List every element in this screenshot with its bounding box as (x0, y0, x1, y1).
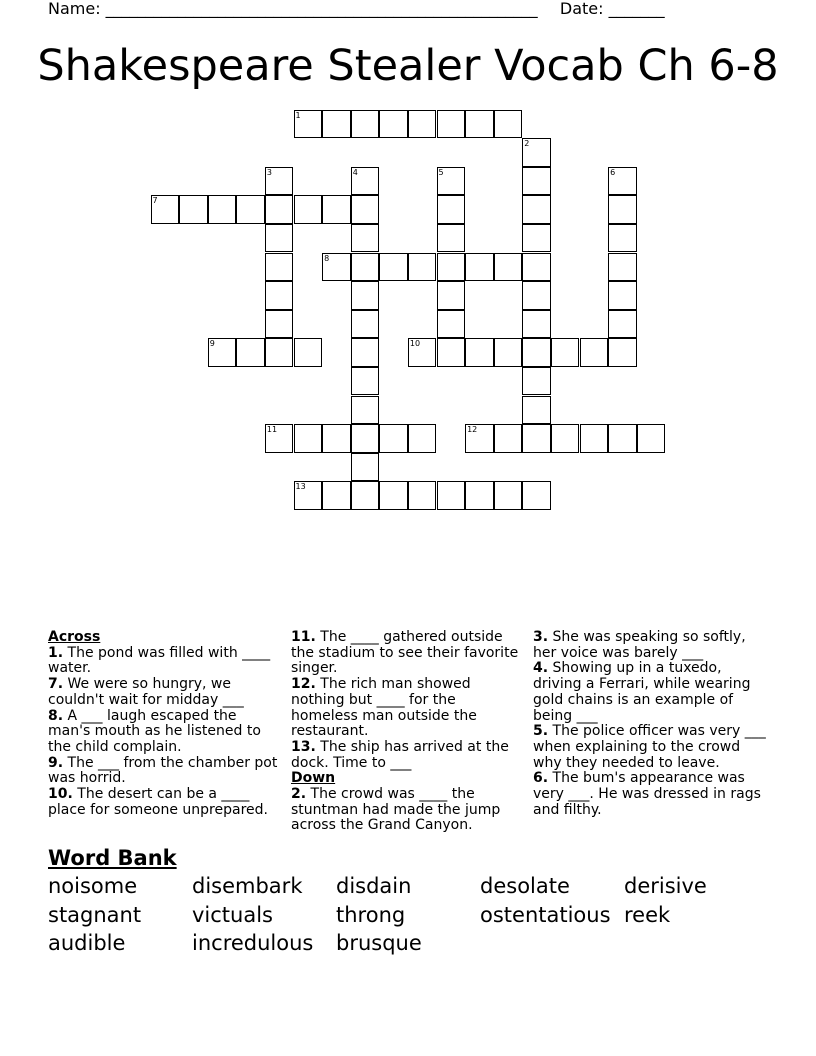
clue-number: 3 (266, 167, 272, 177)
grid-cell[interactable] (236, 338, 265, 367)
grid-cell[interactable] (351, 110, 380, 139)
page-title: Shakespeare Stealer Vocab Ch 6-8 (37, 41, 779, 91)
grid-cell[interactable] (379, 110, 408, 139)
grid-cell[interactable] (265, 167, 294, 196)
grid-cell[interactable] (408, 338, 437, 367)
across-clue (291, 740, 523, 771)
grid-cell[interactable] (522, 310, 551, 339)
grid-cell[interactable] (179, 195, 208, 224)
grid-cell[interactable] (608, 281, 637, 310)
grid-cell[interactable] (322, 424, 351, 453)
clue-text: The ship has arrived at the dock. Time to ___ (291, 738, 509, 771)
grid-cell[interactable] (236, 195, 265, 224)
grid-cell[interactable] (151, 195, 180, 224)
word-bank-word: ostentatious (480, 902, 611, 927)
clue-number-label: 13. (291, 738, 316, 755)
grid-cell[interactable] (522, 396, 551, 425)
grid-cell[interactable] (351, 338, 380, 367)
across-clue (48, 646, 280, 677)
clue-number-label: 2. (291, 786, 307, 803)
grid-cell[interactable] (551, 424, 580, 453)
across-clue (48, 709, 280, 756)
down-heading: Down (291, 770, 336, 787)
clue-number-label: 5. (533, 723, 549, 740)
clue-number: 2 (524, 139, 530, 149)
clue-number-label: 11. (291, 629, 316, 645)
down-clue (533, 630, 773, 661)
clue-text: The crowd was ____ the stuntman had made the jump across the Grand Canyon. (291, 786, 501, 834)
grid-cell[interactable] (608, 253, 637, 282)
across-clue (291, 630, 523, 677)
clue-text: The rich man showed nothing but ____ for the homeless man outside the restaurant. (291, 676, 477, 740)
grid-cell[interactable] (379, 481, 408, 510)
word-bank (48, 872, 768, 958)
grid-cell[interactable] (265, 224, 294, 253)
clue-number-label: 3. (533, 629, 549, 645)
grid-cell[interactable] (437, 281, 466, 310)
clue-text: The police officer was very ___ when explaining to the crowd why they needed to leave. (533, 723, 766, 771)
clue-text: We were so hungry, we couldn't wait for midday ___ (48, 676, 244, 708)
grid-cell[interactable] (465, 424, 494, 453)
clue-text: The ___ from the chamber pot was horrid. (48, 754, 278, 787)
grid-cell[interactable] (465, 253, 494, 282)
grid-cell[interactable] (494, 424, 523, 453)
grid-cell[interactable] (522, 481, 551, 510)
grid-cell[interactable] (522, 424, 551, 453)
grid-cell[interactable] (522, 367, 551, 396)
word-bank-word: desolate (480, 874, 570, 898)
word-bank-word: incredulous (192, 931, 314, 956)
clue-number: 9 (209, 339, 215, 349)
grid-cell[interactable] (351, 281, 380, 310)
clue-number: 1 (295, 110, 301, 120)
word-bank-word: throng (336, 902, 406, 927)
grid-cell[interactable] (408, 424, 437, 453)
grid-cell[interactable] (522, 338, 551, 367)
across-clue (48, 787, 280, 818)
grid-cell[interactable] (608, 338, 637, 367)
date-label: Date: _______ (559, 0, 665, 18)
clue-number-label: 9. (48, 754, 64, 771)
grid-cell[interactable] (522, 195, 551, 224)
grid-cell[interactable] (522, 281, 551, 310)
down-clue (533, 771, 773, 818)
grid-cell[interactable] (522, 224, 551, 253)
grid-cell[interactable] (351, 424, 380, 453)
grid-cell[interactable] (494, 253, 523, 282)
clue-number-label: 10. (48, 786, 73, 803)
grid-cell[interactable] (265, 338, 294, 367)
grid-cell[interactable] (522, 167, 551, 196)
word-bank-word: stagnant (48, 902, 142, 927)
grid-cell[interactable] (351, 396, 380, 425)
grid-cell[interactable] (351, 453, 380, 482)
grid-cell[interactable] (437, 167, 466, 196)
grid-cell[interactable] (465, 338, 494, 367)
clue-number-label: 7. (48, 676, 64, 693)
across-heading: Across (48, 629, 101, 645)
grid-cell[interactable] (208, 195, 237, 224)
grid-cell[interactable] (294, 195, 323, 224)
across-clue (48, 677, 280, 708)
grid-cell[interactable] (265, 253, 294, 282)
clue-number: 8 (324, 253, 330, 263)
grid-cell[interactable] (322, 110, 351, 139)
grid-cell[interactable] (351, 310, 380, 339)
grid-cell[interactable] (608, 310, 637, 339)
grid-cell[interactable] (351, 481, 380, 510)
clues-column-3 (533, 630, 773, 818)
grid-cell[interactable] (265, 195, 294, 224)
word-bank-word: victuals (192, 902, 273, 927)
grid-cell[interactable] (408, 110, 437, 139)
grid-cell[interactable] (379, 253, 408, 282)
clue-text: The bum's appearance was very ___. He was dressed in rags and filthy. (533, 770, 761, 818)
clue-number: 12 (467, 425, 478, 435)
grid-cell[interactable] (322, 481, 351, 510)
grid-cell[interactable] (208, 338, 237, 367)
clue-text: The desert can be a ____ place for someone unprepared. (48, 786, 268, 818)
clue-number: 7 (152, 196, 158, 206)
grid-cell[interactable] (437, 338, 466, 367)
grid-cell[interactable] (494, 110, 523, 139)
grid-cell[interactable] (265, 424, 294, 453)
clue-number: 13 (295, 482, 306, 492)
grid-cell[interactable] (408, 481, 437, 510)
clues-column-1 (48, 630, 280, 818)
word-bank-word: reek (624, 902, 671, 927)
grid-cell[interactable] (351, 367, 380, 396)
grid-cell[interactable] (351, 167, 380, 196)
grid-cell[interactable] (437, 110, 466, 139)
word-bank-word: disembark (192, 874, 303, 898)
grid-cell[interactable] (494, 481, 523, 510)
grid-cell[interactable] (294, 110, 323, 139)
clue-number-label: 1. (48, 644, 64, 661)
grid-cell[interactable] (294, 424, 323, 453)
grid-cell[interactable] (437, 310, 466, 339)
word-bank-word: disdain (336, 874, 412, 898)
clue-text: She was speaking so softly, her voice was barely ___ (533, 629, 746, 661)
grid-cell[interactable] (637, 424, 666, 453)
grid-cell[interactable] (351, 253, 380, 282)
word-bank-word: derisive (624, 874, 707, 898)
grid-cell[interactable] (608, 424, 637, 453)
grid-cell[interactable] (522, 138, 551, 167)
clue-text: A ___ laugh escaped the man's mouth as he listened to the child complain. (48, 707, 261, 755)
grid-cell[interactable] (322, 195, 351, 224)
clue-number: 5 (438, 167, 444, 177)
word-bank-word: brusque (336, 931, 422, 956)
grid-cell[interactable] (494, 338, 523, 367)
clue-number-label: 6. (533, 770, 549, 787)
clue-number: 6 (610, 167, 616, 177)
word-bank-title: Word Bank (48, 846, 177, 870)
clue-text: The pond was filled with ____ water. (48, 644, 271, 677)
across-clue (291, 677, 523, 740)
grid-cell[interactable] (294, 338, 323, 367)
grid-cell[interactable] (551, 338, 580, 367)
clue-number: 11 (266, 425, 278, 435)
grid-cell[interactable] (437, 224, 466, 253)
down-clue (533, 724, 773, 771)
clues-column-2 (291, 630, 523, 834)
clue-text: The ____ gathered outside the stadium to see their favorite singer. (291, 629, 519, 677)
grid-cell[interactable] (608, 224, 637, 253)
word-bank-word: audible (48, 931, 126, 956)
grid-cell[interactable] (437, 481, 466, 510)
grid-cell[interactable] (322, 253, 351, 282)
grid-cell[interactable] (580, 338, 609, 367)
grid-cell[interactable] (351, 195, 380, 224)
grid-cell[interactable] (465, 110, 494, 139)
clue-number: 4 (352, 167, 358, 177)
word-bank-word: noisome (48, 874, 138, 898)
grid-cell[interactable] (294, 481, 323, 510)
grid-cell[interactable] (580, 424, 609, 453)
grid-cell[interactable] (437, 253, 466, 282)
grid-cell[interactable] (465, 481, 494, 510)
down-clue (533, 661, 773, 724)
grid-cell[interactable] (522, 253, 551, 282)
grid-cell[interactable] (265, 310, 294, 339)
grid-cell[interactable] (265, 281, 294, 310)
clue-number-label: 4. (533, 660, 549, 677)
down-clue (291, 787, 523, 834)
grid-cell[interactable] (608, 195, 637, 224)
grid-cell[interactable] (379, 424, 408, 453)
grid-cell[interactable] (437, 195, 466, 224)
clue-number-label: 12. (291, 676, 316, 693)
grid-cell[interactable] (351, 224, 380, 253)
across-clue (48, 756, 280, 787)
grid-cell[interactable] (408, 253, 437, 282)
clue-number-label: 8. (48, 707, 64, 724)
clue-text: Showing up in a tuxedo, driving a Ferrari, while wearing gold chains is an example of being ___ (533, 660, 751, 724)
name-label: Name: ______________________________________________________ (48, 0, 538, 18)
grid-cell[interactable] (608, 167, 637, 196)
clue-number: 10 (409, 339, 421, 349)
